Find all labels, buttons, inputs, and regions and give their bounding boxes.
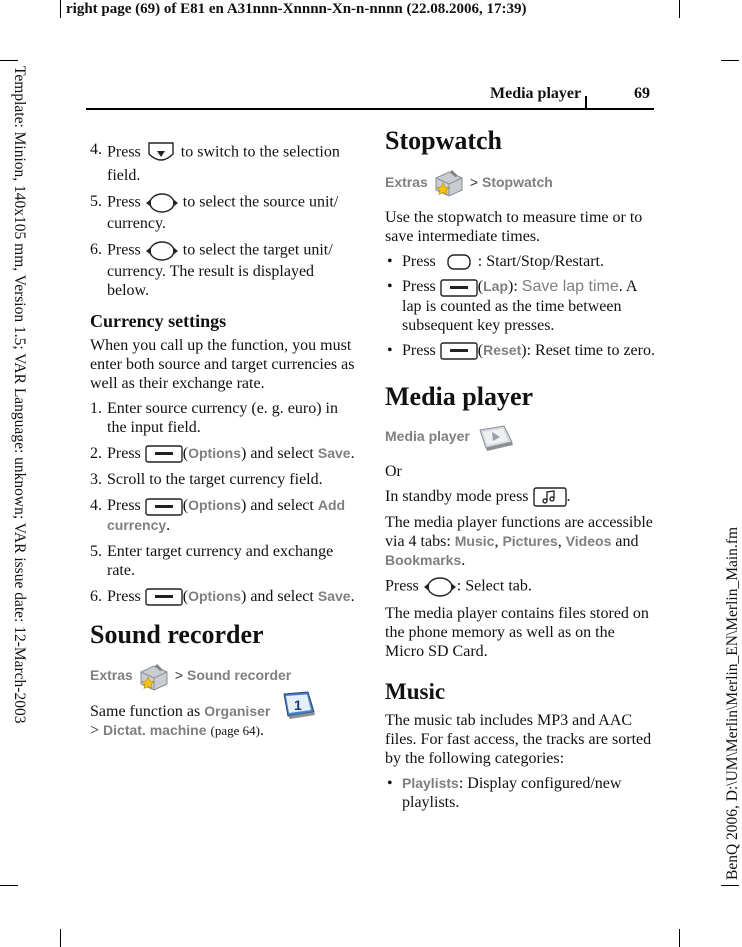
extras-app-icon xyxy=(432,166,466,198)
header-rule-tick xyxy=(585,96,587,110)
menu-path: Media player xyxy=(385,422,655,452)
file-path-info: BenQ 2006, D:\UM\Merlin\Merlin_EN\Merlin_Main.fm xyxy=(724,526,741,880)
crop-mark xyxy=(721,60,739,61)
bullet-item: • Playlists: Display configured/new playlists. xyxy=(387,775,622,812)
navigation-key-left-right-icon xyxy=(145,192,179,214)
navigation-key-left-right-icon xyxy=(423,576,457,598)
step-item: 6. Press (Options) and select Save. xyxy=(90,587,355,605)
extras-app-icon xyxy=(137,660,171,692)
step-item: 2. Press (Options) and select Save. xyxy=(90,445,355,462)
step-item: 6. Press to select the target unit/ currency. The result is displayed below. xyxy=(90,241,333,299)
paragraph: The music tab includes MP3 and AAC files. For fast access, the tracks are sorted by the following categories: xyxy=(385,712,652,768)
tab-pictures-label: Pictures xyxy=(502,533,558,550)
step-item: 3. Scroll to the target currency field. xyxy=(90,471,323,489)
paragraph: When you call up the function, you must enter both source and target currencies as well as their exchange rate. xyxy=(90,337,355,392)
crop-mark xyxy=(0,885,18,886)
crop-mark xyxy=(679,0,680,18)
paragraph: In standby mode press . xyxy=(385,487,655,507)
menu-item-save: Save xyxy=(317,445,351,461)
left-softkey-icon xyxy=(440,342,478,360)
crop-mark xyxy=(0,60,18,61)
softkey-lap-label: Lap xyxy=(483,278,508,295)
softkey-options-label: Options xyxy=(188,587,241,604)
dictat-machine-label: Dictat. machine xyxy=(103,721,207,738)
crop-mark xyxy=(60,929,61,947)
section-heading-media-player: Media player xyxy=(385,381,534,411)
tab-videos-label: Videos xyxy=(565,533,612,550)
page-number: 69 xyxy=(634,85,650,102)
header-rule xyxy=(86,108,654,110)
print-banner: right page (69) of E81 en A31nnn-Xnnnn-Xn-n-nnnn (22.08.2006, 17:39) xyxy=(66,1,527,17)
paragraph: Use the stopwatch to measure time or to save intermediate times. xyxy=(385,209,643,245)
right-column xyxy=(385,126,655,818)
page-reference: (page 64) xyxy=(210,722,260,738)
tab-bookmarks-label: Bookmarks xyxy=(385,552,462,569)
left-softkey-icon xyxy=(145,498,183,516)
crop-mark xyxy=(679,929,680,947)
step-item: 4. Press (Options) and select Add currency. xyxy=(90,497,346,534)
navigation-key-down-icon xyxy=(145,140,177,166)
media-player-app-icon xyxy=(474,422,516,452)
softkey-options-label: Options xyxy=(188,445,241,461)
section-heading-music: Music xyxy=(385,679,446,705)
paragraph: Or xyxy=(385,462,402,480)
step-item: 1. Enter source currency (e. g. euro) in the input field. xyxy=(90,400,338,436)
organiser-app-icon xyxy=(278,688,318,722)
menu-item-save: Save xyxy=(317,587,351,604)
paragraph: Same function as Organiser 1 > Dictat. machine (page 64). xyxy=(90,702,355,740)
left-softkey-icon xyxy=(145,445,183,463)
left-softkey-icon xyxy=(440,279,478,297)
bullet-item: • Press (Reset): Reset time to zero. xyxy=(387,341,655,359)
paragraph: The media player functions are accessible via 4 tabs: Music, Pictures, Videos and Bookmarks. xyxy=(385,514,653,570)
template-info: Template: Minion, 140x105 mm, Version 1.5; VAR Language: unknown; VAR issue date: 12-March-2003 xyxy=(11,66,28,724)
menu-item-add-currency: Add currency xyxy=(107,497,346,533)
svg-text:1: 1 xyxy=(294,696,302,713)
step-item: 4. Press to switch to the selection field. xyxy=(90,141,340,184)
center-key-icon xyxy=(440,253,478,271)
bullet-item: • Press (Lap): Save lap time. A lap is counted as the time between subsequent key presses. xyxy=(387,278,637,334)
menu-path: Extras > Stopwatch xyxy=(385,166,655,198)
crop-mark xyxy=(60,0,61,18)
music-key-icon xyxy=(533,487,567,507)
section-heading-currency-settings: Currency settings xyxy=(90,311,227,331)
step-item: 5. Enter target currency and exchange rate. xyxy=(90,542,334,579)
running-header-title: Media player xyxy=(490,85,582,102)
bullet-item: • Press : Start/Stop/Restart. xyxy=(387,253,604,270)
left-softkey-icon xyxy=(145,588,183,606)
left-column xyxy=(90,140,355,746)
organiser-app-label: Organiser xyxy=(204,702,271,719)
tab-music-label: Music xyxy=(454,533,495,550)
softkey-options-label: Options xyxy=(188,497,241,514)
paragraph: Press : Select tab. xyxy=(385,576,655,598)
step-item: 5. Press to select the source unit/ currency. xyxy=(90,193,339,232)
softkey-reset-label: Reset xyxy=(483,341,522,358)
display-text: Save lap time xyxy=(521,278,619,296)
section-heading-stopwatch: Stopwatch xyxy=(385,126,503,155)
navigation-key-left-right-icon xyxy=(145,240,179,262)
crop-mark xyxy=(721,885,739,886)
menu-path: Extras > Sound recorder xyxy=(90,660,355,692)
section-heading-sound-recorder: Sound recorder xyxy=(90,619,264,649)
playlists-label: Playlists xyxy=(402,775,459,792)
paragraph: The media player contains files stored on the phone memory as well as on the Micro SD Card. xyxy=(385,605,649,661)
